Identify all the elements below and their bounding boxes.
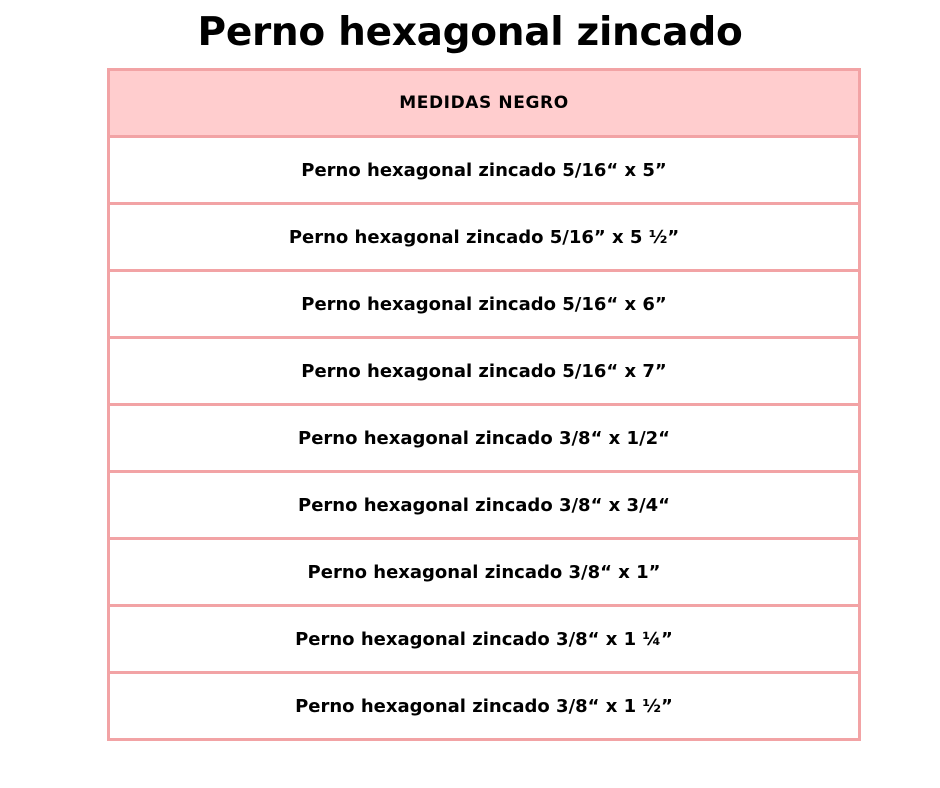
table-cell: Perno hexagonal zincado 3/8“ x 3/4“ [109,472,860,539]
table-row [109,137,860,204]
sizes-table [107,68,861,741]
table-row [109,606,860,673]
table-cell: Perno hexagonal zincado 3/8“ x 1/2“ [109,405,860,472]
table-cell: Perno hexagonal zincado 5/16“ x 7” [109,338,860,405]
table-row [109,204,860,271]
table-row [109,539,860,606]
table-row [109,271,860,338]
table-row [109,472,860,539]
table-cell: Perno hexagonal zincado 3/8“ x 1 ½” [109,673,860,740]
page-title: Perno hexagonal zincado [197,10,743,55]
table-row [109,338,860,405]
table-row [109,673,860,740]
table-cell: Perno hexagonal zincado 5/16“ x 6” [109,271,860,338]
table-header-cell: MEDIDAS NEGRO [109,70,860,137]
sizes-table-container [107,68,861,741]
table-cell: Perno hexagonal zincado 5/16“ x 5” [109,137,860,204]
table-cell: Perno hexagonal zincado 5/16” x 5 ½” [109,204,860,271]
table-cell: Perno hexagonal zincado 3/8“ x 1” [109,539,860,606]
table-header-row [109,70,860,137]
table-cell: Perno hexagonal zincado 3/8“ x 1 ¼” [109,606,860,673]
table-row [109,405,860,472]
